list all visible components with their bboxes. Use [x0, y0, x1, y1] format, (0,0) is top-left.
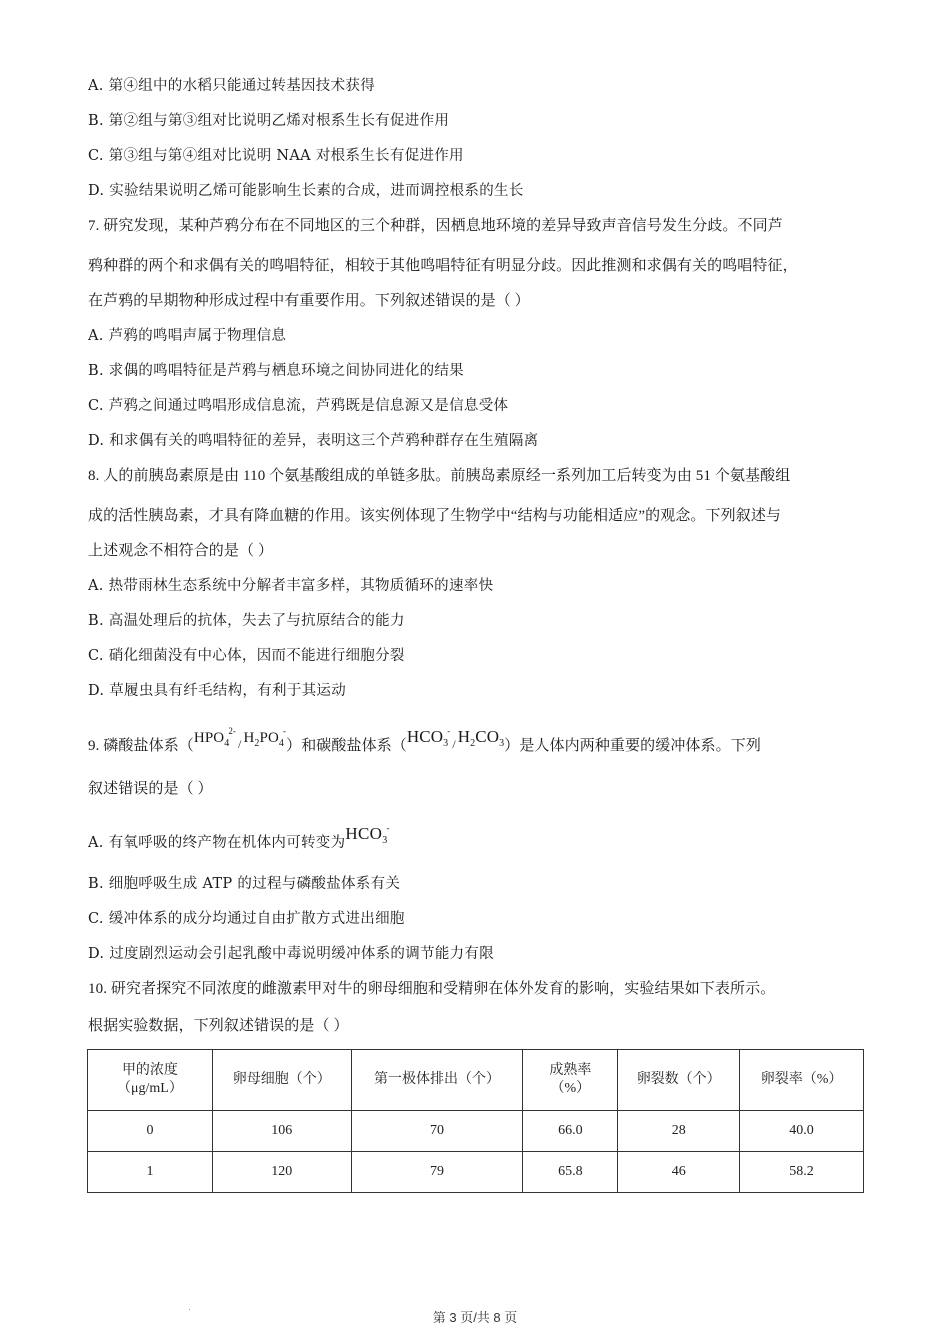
- table-cell: 58.2: [740, 1152, 864, 1193]
- q7-option-b: B. 求偶的鸣唱特征是芦鸦与栖息环境之间协同进化的结果: [88, 363, 464, 379]
- q10-stem-line-2: 根据实验数据，下列叙述错误的是（ ）: [88, 1018, 349, 1034]
- formula-hco3: [345, 823, 390, 846]
- header-unit: （μg/mL）: [117, 1081, 183, 1096]
- table-cell: 70: [351, 1111, 523, 1152]
- formula-sub: 4: [278, 738, 284, 749]
- q9-option-a-text: A. 有氧呼吸的终产物在机体内可转变为: [88, 835, 346, 851]
- table-cell: 65.8: [523, 1152, 618, 1193]
- table-cell: 79: [351, 1152, 523, 1193]
- formula-h2co3: [457, 727, 505, 749]
- page-footer: 第 3 页/共 8 页: [432, 1310, 518, 1325]
- q8-stem-line-1: 8. 人的前胰岛素原是由 110 个氨基酸组成的单链多肽。前胰岛素原经一系列加工后转变为由 51 个氨基酸组: [88, 468, 791, 484]
- q7-stem-line-3: 在芦鸦的早期物种形成过程中有重要作用。下列叙述错误的是（ ）: [88, 293, 530, 309]
- header-line: 甲的浓度: [121, 1063, 178, 1078]
- formula-sub: 2: [470, 738, 476, 749]
- q8-option-a: A. 热带雨林生态系统中分解者丰富多样，其物质循环的速率快: [88, 578, 494, 594]
- q6-option-d: D. 实验结果说明乙烯可能影响生长素的合成，进而调控根系的生长: [88, 183, 524, 199]
- formula-hco3: [406, 726, 451, 749]
- q9-stem-part-2: ）和碳酸盐体系（: [286, 738, 407, 754]
- header-unit: （%）: [550, 1081, 591, 1096]
- q9-stem-line-1: [88, 726, 761, 762]
- q6-option-a: A. 第④组中的水稻只能通过转基因技术获得: [88, 78, 375, 94]
- formula-slash: /: [238, 737, 242, 751]
- table-cell: 46: [618, 1152, 740, 1193]
- q8-option-d: D. 草履虫具有纤毛结构，有利于其运动: [88, 683, 347, 699]
- formula-sub: 4: [224, 738, 230, 749]
- header-cleavage-count: 卵裂数（个）: [618, 1050, 740, 1111]
- table-cell: 1: [88, 1152, 213, 1193]
- formula-sub: 3: [499, 738, 505, 749]
- table-row: [88, 1152, 864, 1193]
- header-oocytes: 卵母细胞（个）: [212, 1050, 351, 1111]
- table-cell: 66.0: [523, 1111, 618, 1152]
- q9-stem-part-1: 9. 磷酸盐体系（: [88, 738, 194, 754]
- q9-stem-part-3: ）是人体内两种重要的缓冲体系。下列: [504, 738, 761, 754]
- formula-sub: 3: [382, 835, 388, 846]
- q6-option-c: C. 第③组与第④组对比说明 NAA 对根系生长有促进作用: [88, 148, 464, 164]
- formula-h: H: [457, 727, 471, 746]
- q9-option-b: B. 细胞呼吸生成 ATP 的过程与磷酸盐体系有关: [88, 876, 401, 892]
- header-line: 成熟率: [549, 1063, 592, 1078]
- formula-h2po4: [243, 726, 287, 749]
- header-cleavage-rate: 卵裂率（%）: [740, 1050, 864, 1111]
- formula-base: PO: [259, 730, 279, 746]
- table-header-row: [88, 1050, 864, 1111]
- q7-stem-line-2: 鸦种群的两个和求偶有关的鸣唱特征，相较于其他鸣唱特征有明显分歧。因此推测和求偶有关的鸣唱特征，: [88, 258, 798, 274]
- header-first-polar-body: 第一极体排出（个）: [351, 1050, 523, 1111]
- formula-sub: 3: [443, 738, 449, 749]
- formula-base: HPO: [193, 730, 225, 746]
- formula-hpo4: [193, 726, 237, 749]
- formula-h: H: [243, 730, 255, 746]
- formula-sup: -: [386, 823, 390, 833]
- results-table: [87, 1049, 864, 1193]
- formula-sup: -: [283, 726, 287, 736]
- formula-sup: -: [447, 726, 451, 736]
- table-cell: 28: [618, 1111, 740, 1152]
- q8-option-c: C. 硝化细菌没有中心体，因而不能进行细胞分裂: [88, 648, 405, 664]
- q7-option-d: D. 和求偶有关的鸣唱特征的差异，表明这三个芦鸦种群存在生殖隔离: [88, 433, 539, 449]
- table-cell: 40.0: [740, 1111, 864, 1152]
- header-concentration: [88, 1050, 213, 1111]
- q8-stem-line-3: 上述观念不相符合的是（ ）: [88, 543, 274, 559]
- q7-option-a: A. 芦鸦的鸣唱声属于物理信息: [88, 328, 287, 344]
- formula-base: HCO: [345, 824, 383, 843]
- q9-option-a: [88, 823, 390, 859]
- q9-stem-line-2: 叙述错误的是（ ）: [88, 781, 213, 797]
- table-cell: 0: [88, 1111, 213, 1152]
- header-maturation-rate: [523, 1050, 618, 1111]
- q9-option-d: D. 过度剧烈运动会引起乳酸中毒说明缓冲体系的调节能力有限: [88, 946, 495, 962]
- table-cell: 120: [212, 1152, 351, 1193]
- q8-option-b: B. 高温处理后的抗体，失去了与抗原结合的能力: [88, 613, 405, 629]
- formula-slash: /: [452, 737, 456, 751]
- q8-stem-line-2: 成的活性胰岛素，才具有降血糖的作用。该实例体现了生物学中“结构与功能相适应”的观念。下列叙述与: [88, 508, 782, 524]
- formula-base: CO: [475, 727, 500, 746]
- q10-stem-line-1: 10. 研究者探究不同浓度的雌激素甲对牛的卵母细胞和受精卵在体外发育的影响，实验结果如下表所示。: [88, 981, 776, 997]
- q6-option-b: B. 第②组与第③组对比说明乙烯对根系生长有促进作用: [88, 113, 450, 129]
- formula-base: HCO: [406, 727, 444, 746]
- table-cell: 106: [212, 1111, 351, 1152]
- formula-sub: 2: [254, 738, 260, 749]
- table-row: [88, 1111, 864, 1152]
- q7-stem-line-1: 7. 研究发现，某种芦鸦分布在不同地区的三个种群，因栖息地环境的差异导致声音信号发生分歧。不同芦: [88, 218, 783, 234]
- q7-option-c: C. 芦鸦之间通过鸣唱形成信息流，芦鸦既是信息源又是信息受体: [88, 398, 509, 414]
- q9-option-c: C. 缓冲体系的成分均通过自由扩散方式进出细胞: [88, 911, 405, 927]
- formula-sup: 2-: [228, 726, 237, 736]
